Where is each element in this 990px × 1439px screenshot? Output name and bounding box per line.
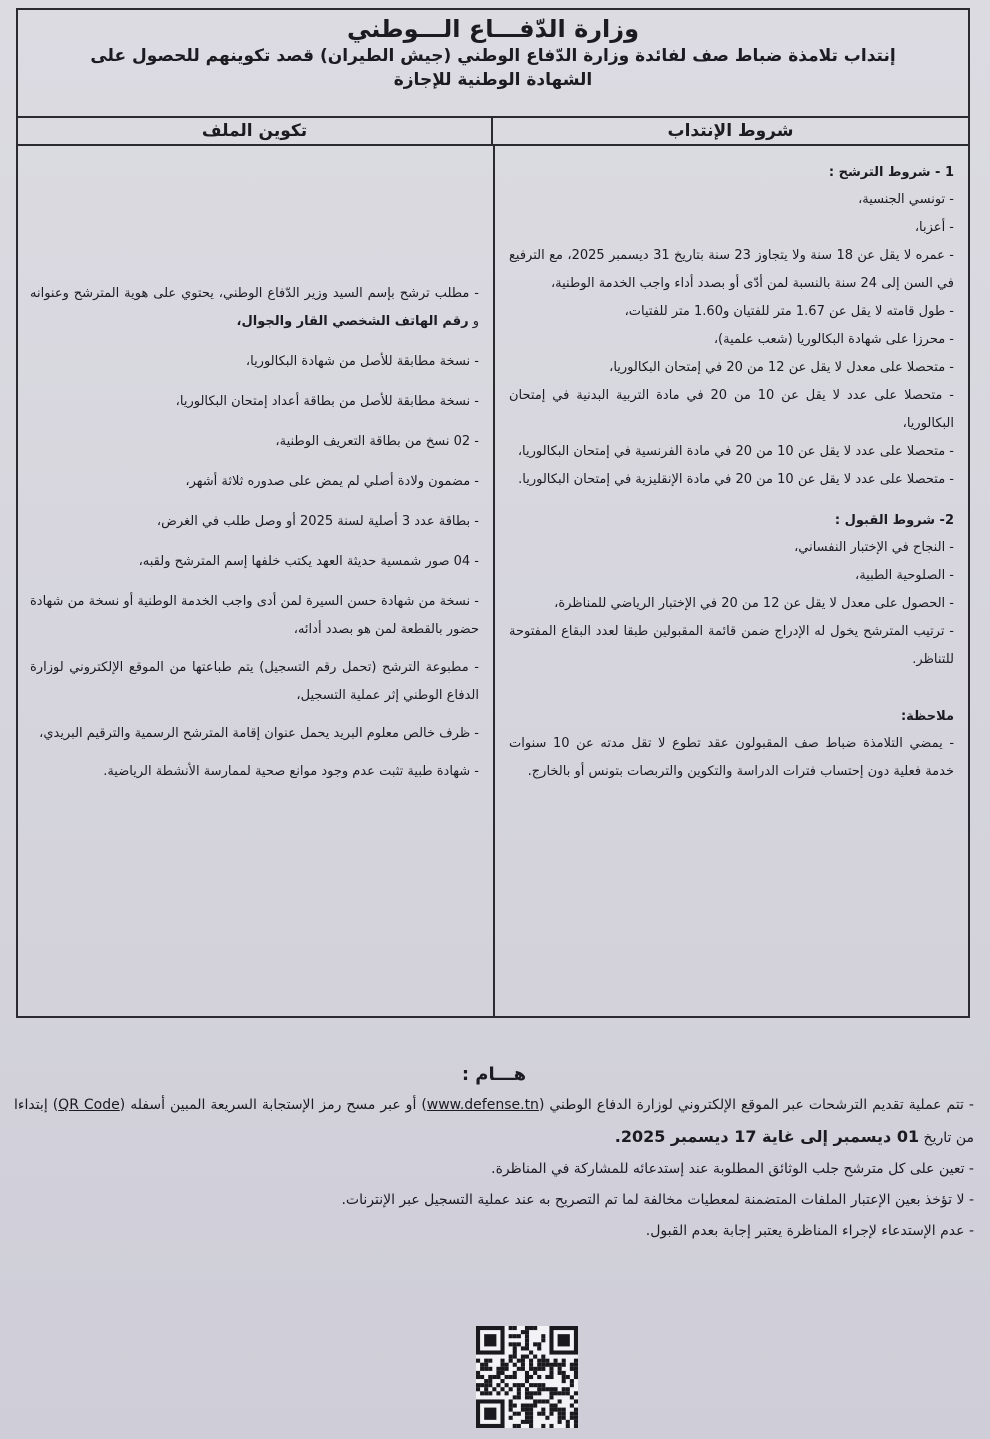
note-title: ملاحظة: (900, 709, 954, 724)
important-title: هـــام : (461, 1064, 527, 1085)
file-column (18, 146, 493, 1016)
file-item: - مضمون ولادة أصلي لم يمض على صدوره ثلاثة أشهر، (185, 474, 479, 489)
candidacy-condition: - متحصلا على معدل لا يقل عن 12 من 20 في إمتحان البكالوريا، (609, 360, 954, 375)
candidacy-condition: - متحصلا على عدد لا يقل عن 10 من 20 في مادة الفرنسية في إمتحان البكالوريا، (517, 444, 954, 459)
important-item (14, 1090, 974, 1154)
file-item-text: - مطلب ترشح بإسم السيد وزير الدّفاع الوطني، يحتوي على هوية المترشح وعنوانه و (30, 286, 479, 329)
important-text: ) أو عبر مسح رمز الإستجابة السريعة المبين أسفله ( (119, 1097, 427, 1113)
candidacy-conditions-title: 1 - شروط الترشح : (828, 165, 954, 180)
important-section (14, 1060, 974, 1247)
file-item-emphasis: رقم الهاتف الشخصي القار والجوال، (236, 314, 469, 329)
conditions-column-title: شروط الإنتداب (491, 118, 968, 144)
candidacy-condition: - محرزا على شهادة البكالوريا (شعب علمية)، (713, 332, 954, 347)
file-item: - شهادة طبية تثبت عدم وجود موانع صحية لممارسة الأنشطة الرياضية. (103, 764, 479, 779)
file-item: - نسخة مطابقة للأصل من بطاقة أعداد إمتحان البكالوريا، (175, 394, 479, 409)
file-item: - ظرف خالص معلوم البريد يحمل عنوان إقامة المترشح الرسمية والترقيم البريدي، (39, 726, 479, 741)
file-column-title: تكوين الملف (201, 121, 308, 141)
file-item: - 04 صور شمسية حديثة العهد يكتب خلفها إسم المترشح ولقبه، (138, 554, 479, 569)
acceptance-condition: - الصلوحية الطبية، (855, 568, 954, 583)
candidacy-condition: - طول قامته لا يقل عن 1.67 متر للفتيان و1.60 متر للفتيات، (624, 304, 954, 319)
ministry-title: وزارة الدّفـــاع الـــوطني (346, 15, 640, 43)
conditions-column (493, 146, 968, 1016)
file-item (30, 280, 479, 336)
candidacy-condition: - عمره لا يقل عن 18 سنة ولا يتجاوز 23 سنة بتاريخ 31 ديسمبر 2025، مع الترفيع في السن إلى 24 سنة بالنسبة لمن أدّى أو بصدد أداء واجب الخدمة الوطنية، (509, 248, 954, 291)
file-item: - نسخة من شهادة حسن السيرة لمن أدى واجب الخدمة الوطنية أو نسخة من شهادة حضور بالقطعة لمن هو بصدد أدائه، (30, 594, 479, 637)
candidacy-condition: - متحصلا على عدد لا يقل عن 10 من 20 في مادة التربية البدنية في إمتحان البكالوريا، (509, 388, 954, 431)
website-link[interactable]: www.defense.tn (426, 1097, 539, 1113)
candidacy-condition: - أعزبا، (914, 220, 954, 235)
file-item: - نسخة مطابقة للأصل من شهادة البكالوريا، (245, 354, 479, 369)
document-header (18, 10, 968, 118)
important-item: - عدم الإستدعاء لإجراء المناظرة يعتبر إجابة بعدم القبول. (645, 1223, 974, 1239)
recruitment-table (16, 8, 970, 1018)
announcement-subtitle: إنتداب تلامذة ضباط صف لفائدة وزارة الدّفاع الوطني (جيش الطيران) قصد تكوينهم للحصول على الشهادة الوطنية للإجازة (90, 46, 896, 90)
date-range: 01 ديسمبر إلى غاية 17 ديسمبر 2025. (614, 1127, 920, 1146)
qr-code-graphic (476, 1326, 578, 1428)
important-item: - تعين على كل مترشح جلب الوثائق المطلوبة عند إستدعائه للمشاركة في المناظرة. (491, 1161, 974, 1177)
candidacy-condition: - تونسي الجنسية، (858, 192, 954, 207)
important-text: - تتم عملية تقديم الترشحات عبر الموقع الإلكتروني لوزارة الدفاع الوطني ( (538, 1097, 974, 1113)
acceptance-condition: - الحصول على معدل لا يقل عن 12 من 20 في الإختبار الرياضي للمناظرة، (554, 596, 954, 611)
acceptance-condition: - النجاح في الإختبار النفساني، (794, 540, 954, 555)
file-item: - مطبوعة الترشح (تحمل رقم التسجيل) يتم طباعتها من الموقع الإلكتروني لوزارة الدفاع الوطني إثر عملية التسجيل، (30, 660, 479, 703)
qr-code-icon[interactable] (476, 1326, 578, 1428)
important-item: - لا تؤخذ بعين الإعتبار الملفات المتضمنة لمعطيات مخالفة لما تم التصريح به عند عملية التسجيل عبر الإنترنات. (341, 1192, 974, 1208)
file-item: - بطاقة عدد 3 أصلية لسنة 2025 أو وصل طلب في الغرض، (156, 514, 479, 529)
file-item: - 02 نسخ من بطاقة التعريف الوطنية، (275, 434, 479, 449)
candidacy-condition: - متحصلا على عدد لا يقل عن 10 من 20 في مادة الإنقليزية في إمتحان البكالوريا. (518, 472, 954, 487)
acceptance-condition: - ترتيب المترشح يخول له الإدراج ضمن قائمة المقبولين طبقا لعدد البقاع المفتوحة للتناظر. (509, 624, 954, 667)
table-body (18, 146, 968, 1016)
acceptance-conditions-title: 2- شروط القبول : (834, 513, 954, 528)
important-text: ) إبتداءا من تاريخ (14, 1097, 974, 1146)
qr-code-label: QR Code (58, 1097, 120, 1113)
note-text: - يمضي التلامذة ضباط صف المقبولون عقد تطوع لا تقل مدته عن 10 سنوات خدمة فعلية دون إحتساب فترات الدراسة والتكوين والتربصات بتونس أو بالخارج. (509, 736, 955, 779)
column-headers (18, 118, 968, 146)
